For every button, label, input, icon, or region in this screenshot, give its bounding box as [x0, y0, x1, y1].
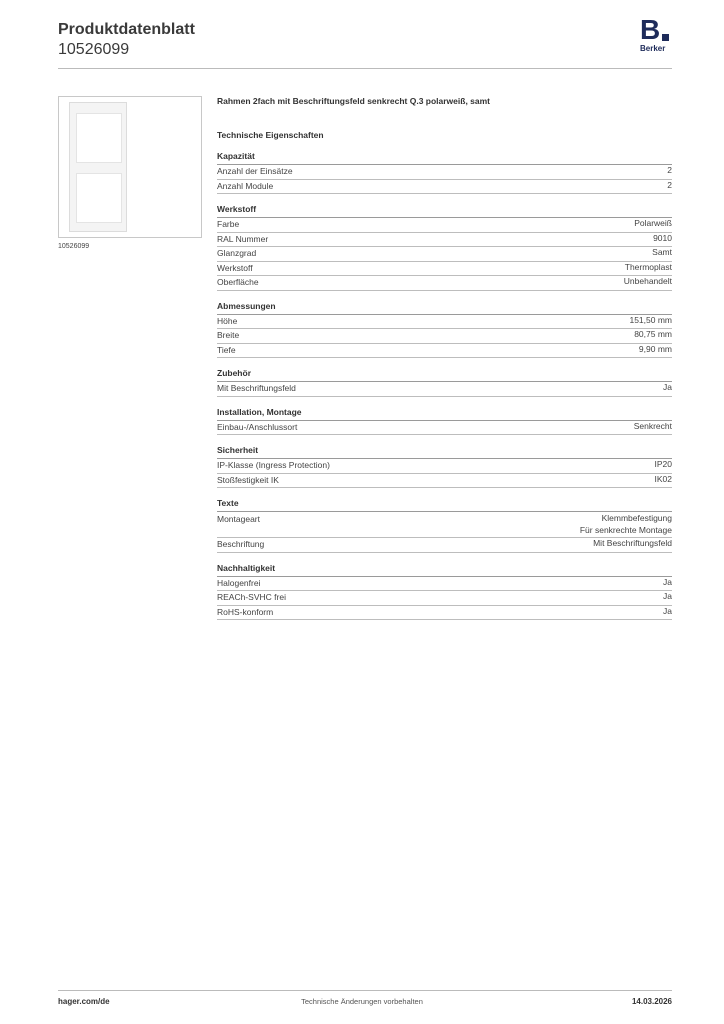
property-value-line: Ja [663, 591, 672, 601]
property-label: Höhe [217, 315, 238, 326]
property-value [580, 513, 672, 536]
property-label: Mit Beschriftungsfeld [217, 383, 296, 393]
property-label: Beschriftung [217, 539, 265, 549]
property-label: Montageart [217, 514, 260, 524]
property-row [217, 606, 672, 621]
section-title: Werkstoff [217, 203, 672, 218]
property-value [663, 382, 672, 396]
property-value-line: 9,90 mm [638, 343, 672, 354]
header-divider [58, 68, 672, 69]
property-label: Halogenfrei [217, 577, 261, 588]
section-title: Zubehör [217, 367, 672, 382]
property-row [217, 180, 672, 195]
property-value [593, 538, 672, 552]
section [217, 367, 672, 397]
property-value [639, 344, 672, 358]
property-row [217, 577, 672, 592]
property-label: Anzahl Module [217, 180, 274, 191]
property-value-line: Ja [663, 382, 672, 392]
property-value-line: IP20 [654, 459, 672, 469]
property-row [217, 538, 672, 553]
property-value-line: Senkrecht [633, 420, 672, 431]
property-row [217, 591, 672, 606]
property-value [652, 247, 672, 261]
property-value-line: IK02 [654, 473, 672, 484]
property-label: RoHS-konform [217, 606, 274, 617]
document-header [58, 20, 195, 60]
logo-text: Berker [640, 44, 666, 53]
property-label: RAL Nummer [217, 233, 269, 244]
property-row [217, 344, 672, 359]
image-caption: 10526099 [58, 243, 90, 250]
property-label: Werkstoff [217, 262, 253, 273]
property-value [655, 474, 673, 488]
property-row [217, 315, 672, 330]
property-value-line: 2 [667, 165, 672, 175]
property-row [217, 421, 672, 436]
property-value-line: Polarweiß [634, 218, 672, 228]
property-value-line: 151,50 mm [629, 314, 672, 325]
logo-dot [662, 34, 669, 41]
section-title: Abmessungen [217, 300, 672, 315]
property-row [217, 276, 672, 291]
property-value [655, 459, 673, 473]
property-label: REACh-SVHC frei [217, 592, 286, 602]
footer-disclaimer: Technische Änderungen vorbehalten [301, 997, 423, 1006]
tech-heading: Technische Eigenschaften [217, 130, 324, 140]
property-label: Stoßfestigkeit IK [217, 474, 279, 485]
property-row [217, 262, 672, 277]
property-row [217, 218, 672, 233]
property-value [663, 577, 672, 591]
property-label: Anzahl der Einsätze [217, 166, 293, 176]
section [217, 150, 672, 194]
frame-window-bottom [76, 173, 122, 223]
property-row [217, 233, 672, 248]
property-row [217, 165, 672, 180]
section-title: Installation, Montage [217, 406, 672, 421]
property-label: Oberfläche [217, 277, 259, 287]
property-value [634, 218, 672, 232]
property-value [634, 421, 672, 435]
section [217, 300, 672, 359]
property-value-line: 9010 [653, 232, 672, 243]
section [217, 444, 672, 488]
product-details [217, 94, 672, 629]
property-row [217, 459, 672, 474]
section [217, 562, 672, 621]
property-label: Tiefe [217, 344, 236, 355]
product-image [58, 96, 202, 238]
property-row [217, 329, 672, 344]
document-title: Produktdatenblatt [58, 21, 195, 38]
footer-website: hager.com/de [58, 997, 110, 1006]
product-title: Rahmen 2fach mit Beschriftungsfeld senkrecht Q.3 polarweiß, samt [217, 96, 491, 106]
footer-date: 14.03.2026 [631, 997, 672, 1006]
property-value-line: Ja [663, 605, 672, 616]
property-value-line: 2 [667, 179, 672, 190]
section-title: Sicherheit [217, 444, 672, 459]
property-value-line: Ja [663, 576, 672, 587]
property-label: Glanzgrad [217, 248, 257, 258]
berker-logo [640, 16, 676, 56]
property-value [624, 276, 672, 290]
section [217, 203, 672, 291]
property-value [634, 329, 672, 343]
property-value-line: Klemmbefestigung [601, 513, 672, 523]
logo-letter: B [640, 14, 661, 45]
property-sections [217, 150, 672, 620]
property-value [667, 165, 672, 179]
property-value [663, 606, 672, 620]
property-value [625, 262, 672, 276]
property-value-line: Mit Beschriftungsfeld [593, 538, 672, 548]
property-value-line: Für senkrechte Montage [579, 524, 672, 535]
section-title: Texte [217, 497, 672, 512]
property-value-line: Samt [652, 247, 672, 257]
frame-illustration [69, 102, 127, 232]
property-row [217, 382, 672, 397]
property-value [663, 591, 672, 605]
section-title: Kapazität [217, 150, 672, 165]
property-value [629, 315, 672, 329]
property-label: IP-Klasse (Ingress Protection) [217, 460, 330, 470]
property-row [217, 512, 672, 538]
property-value [653, 233, 672, 247]
section [217, 497, 672, 553]
property-value [667, 180, 672, 194]
frame-window-top [76, 113, 122, 163]
property-value-line: Unbehandelt [623, 276, 672, 286]
property-row [217, 474, 672, 489]
section [217, 406, 672, 436]
property-row [217, 247, 672, 262]
footer-divider [58, 990, 672, 991]
property-label: Breite [217, 330, 240, 340]
property-label: Einbau-/Anschlussort [217, 421, 298, 432]
property-label: Farbe [217, 219, 240, 229]
property-value-line: Thermoplast [624, 261, 672, 272]
document-number: 10526099 [58, 41, 130, 58]
property-value-line: 80,75 mm [634, 329, 672, 339]
section-title: Nachhaltigkeit [217, 562, 672, 577]
